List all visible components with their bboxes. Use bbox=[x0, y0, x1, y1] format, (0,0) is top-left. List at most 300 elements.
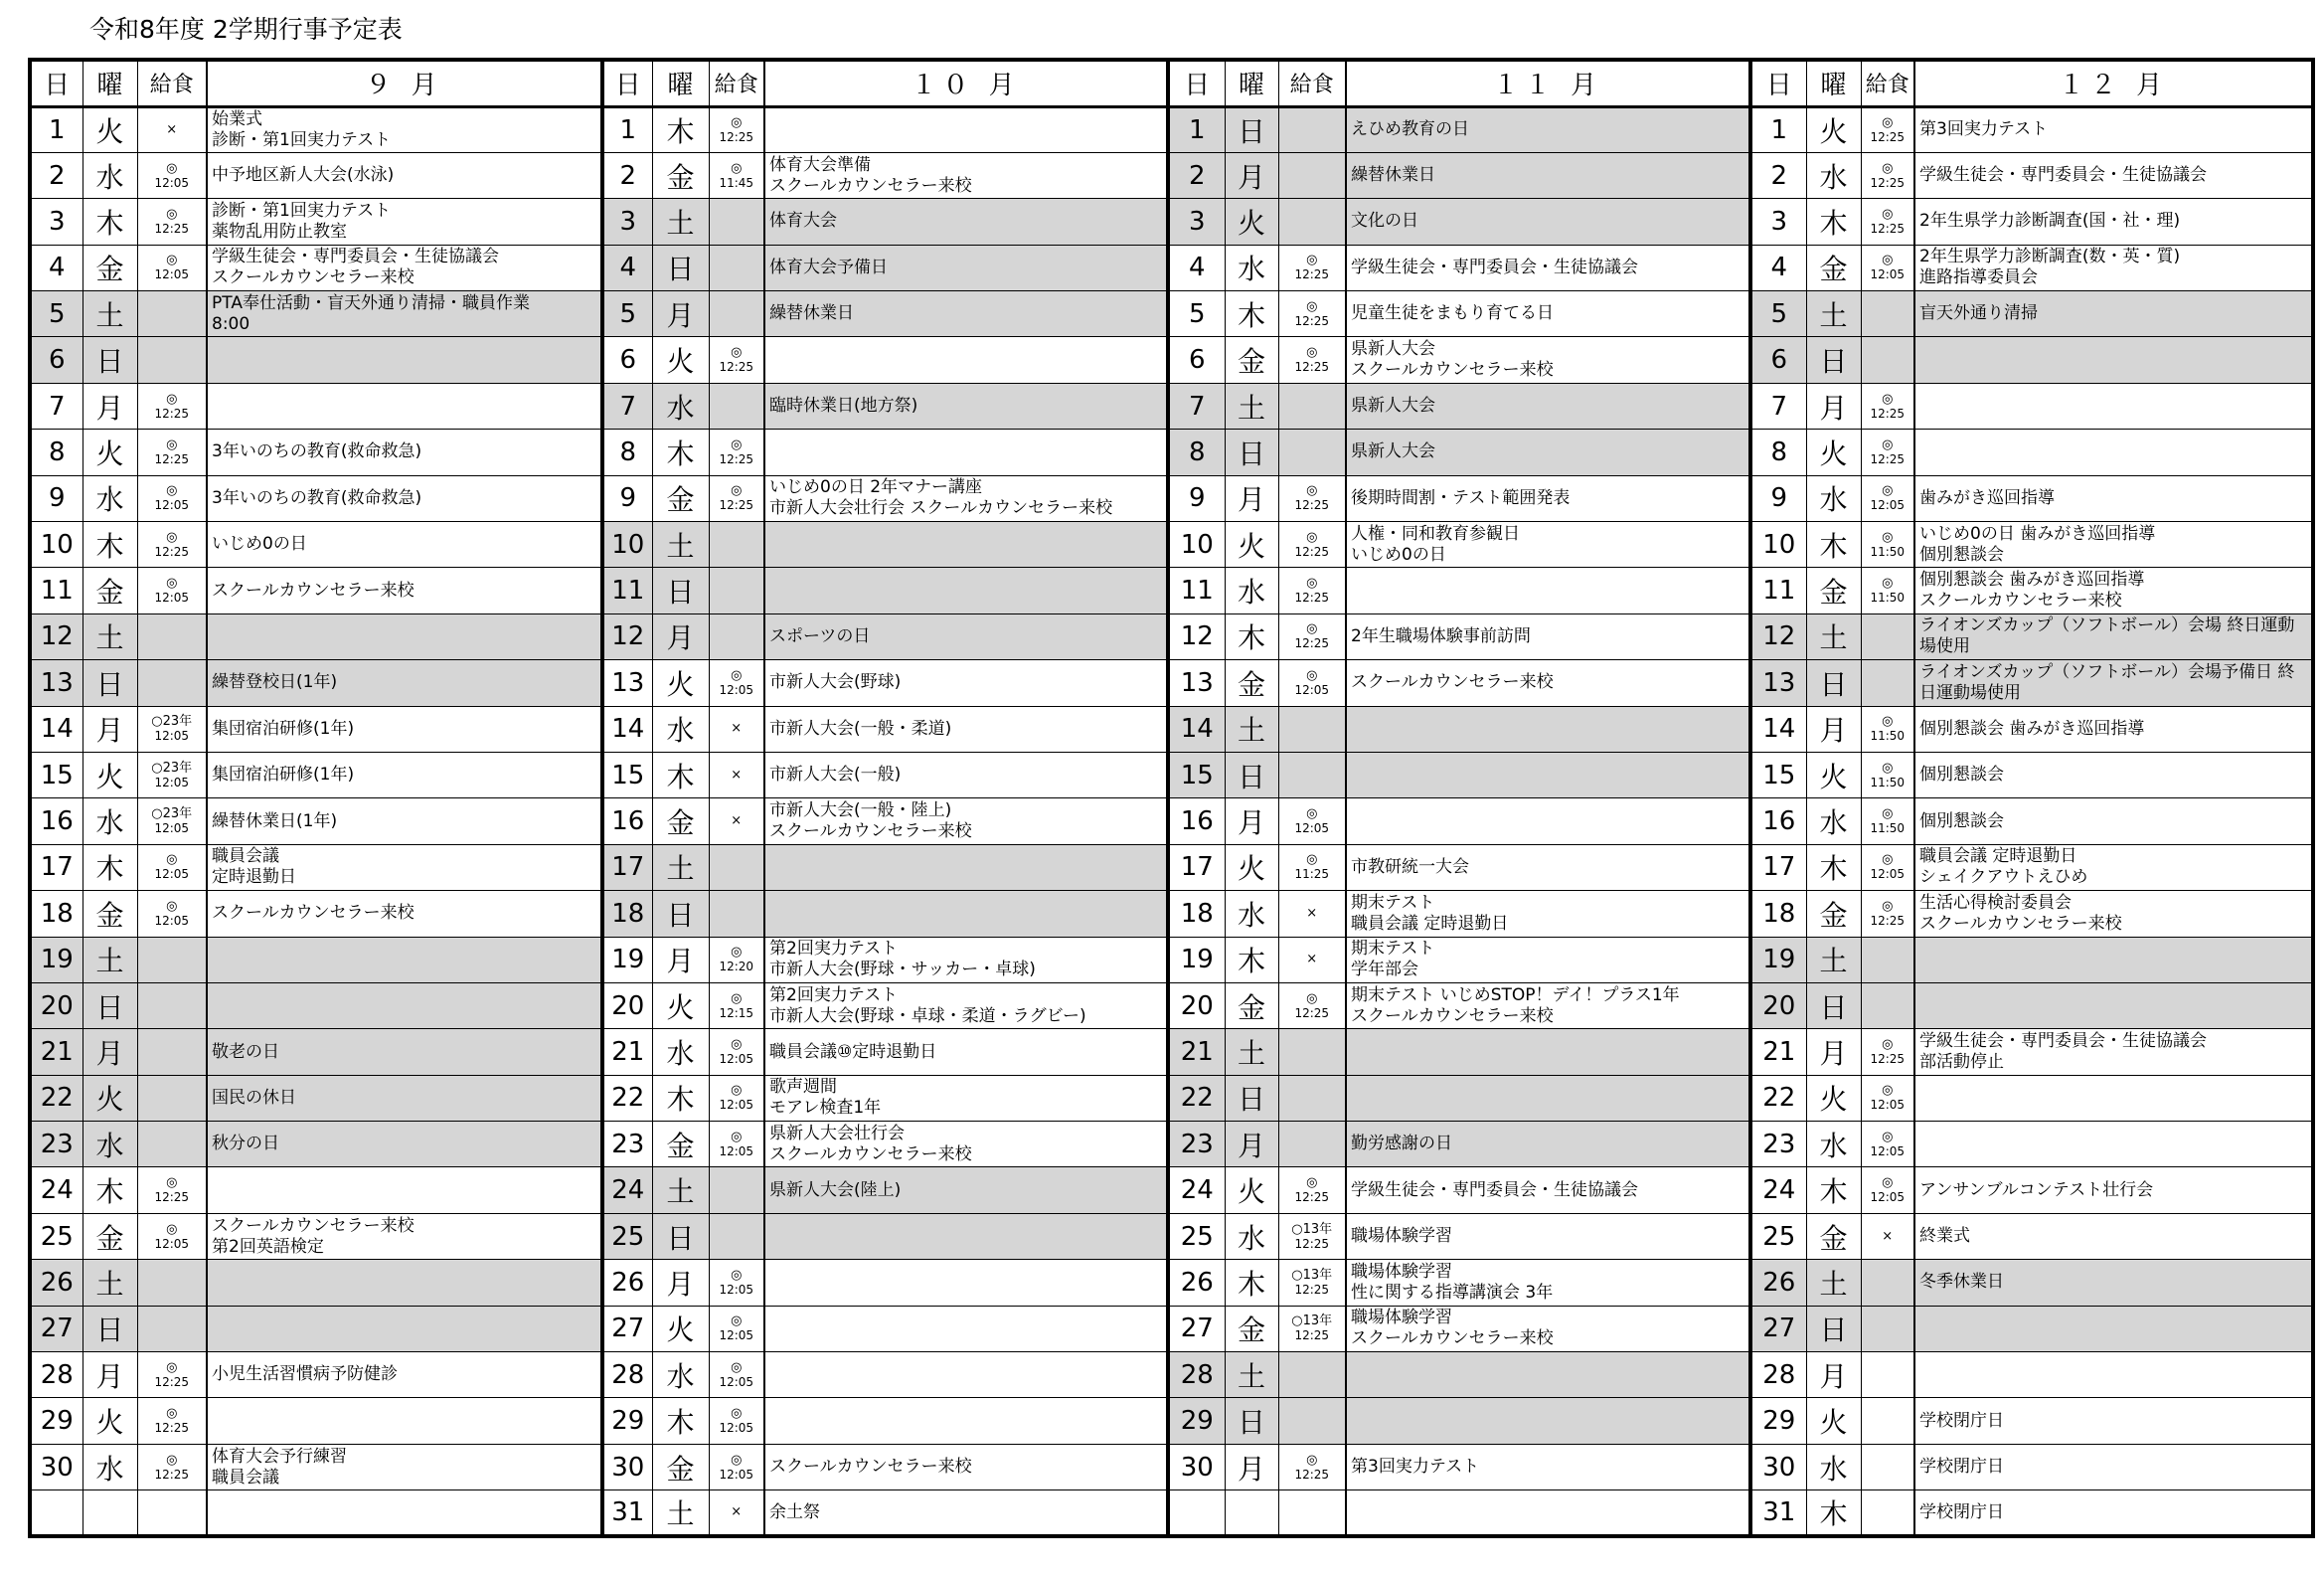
day-header: 日 bbox=[1168, 60, 1225, 106]
event-line: 市新人大会(一般) bbox=[769, 765, 902, 786]
weekday-cell: 金 bbox=[652, 152, 709, 198]
event-cell bbox=[1914, 982, 2313, 1028]
event-cell bbox=[764, 660, 1168, 706]
lunch-time: 12:25 bbox=[719, 451, 754, 466]
weekday-cell: 木 bbox=[83, 199, 137, 245]
lunch-cell bbox=[1861, 568, 1914, 613]
lunch-cell bbox=[1278, 982, 1346, 1028]
event-line: 繰替休業日(1年) bbox=[212, 810, 338, 831]
event-cell bbox=[1914, 752, 2313, 797]
lunch-mark: ◎ bbox=[1882, 483, 1894, 499]
event-line: 市新人大会(一般・柔道) bbox=[769, 718, 952, 739]
event-cell bbox=[764, 798, 1168, 844]
lunch-time: 12:05 bbox=[1870, 498, 1906, 513]
lunch-time: 12:25 bbox=[1870, 221, 1906, 236]
weekday-cell: 木 bbox=[1806, 522, 1861, 568]
lunch-mark: ◎ bbox=[1306, 990, 1318, 1006]
lunch-mark: × bbox=[166, 121, 178, 137]
event-cell bbox=[207, 291, 602, 337]
event-line: 個別懇談会 bbox=[1919, 810, 2004, 831]
weekday-cell: 土 bbox=[1806, 613, 1861, 659]
day-cell: 3 bbox=[1168, 199, 1225, 245]
lunch-mark: ◎ bbox=[1882, 114, 1894, 130]
lunch-mark: ◎ bbox=[731, 1406, 743, 1422]
event-cell bbox=[1914, 1075, 2313, 1121]
event-line: スクールカウンセラー来校 bbox=[212, 1215, 415, 1236]
event-line: 県新人大会 bbox=[1351, 339, 1435, 360]
lunch-cell bbox=[709, 937, 764, 982]
lunch-cell bbox=[137, 982, 207, 1028]
table-row bbox=[30, 1213, 2313, 1259]
lunch-header: 給食 bbox=[709, 60, 764, 106]
event-cell bbox=[207, 522, 602, 568]
lunch-cell bbox=[1278, 1029, 1346, 1075]
event-cell bbox=[1914, 1398, 2313, 1444]
event-cell bbox=[207, 891, 602, 937]
weekday-cell: 水 bbox=[1225, 891, 1278, 937]
lunch-mark: ◎ bbox=[166, 253, 178, 268]
event-line: スクールカウンセラー来校 bbox=[1351, 672, 1554, 693]
event-cell bbox=[1346, 337, 1750, 383]
lunch-time: 12:05 bbox=[719, 682, 754, 697]
day-cell: 10 bbox=[1750, 522, 1806, 568]
lunch-time: 12:05 bbox=[1870, 1190, 1906, 1205]
event-line: 職場体験学習 bbox=[1351, 1308, 1452, 1328]
lunch-mark: ◎ bbox=[166, 437, 178, 452]
day-cell: 11 bbox=[30, 568, 83, 613]
event-line: 3年いのちの教育(救命救急) bbox=[212, 441, 422, 462]
event-cell bbox=[764, 291, 1168, 337]
table-row bbox=[30, 291, 2313, 337]
table-row bbox=[30, 383, 2313, 429]
table-row bbox=[30, 752, 2313, 797]
lunch-cell bbox=[1861, 937, 1914, 982]
lunch-mark: ◎ bbox=[166, 898, 178, 914]
lunch-mark: ◎ bbox=[1882, 714, 1894, 730]
lunch-cell bbox=[1861, 106, 1914, 152]
lunch-time: 11:50 bbox=[1870, 821, 1906, 836]
lunch-cell bbox=[137, 891, 207, 937]
weekday-cell: 火 bbox=[1225, 844, 1278, 890]
day-cell: 20 bbox=[30, 982, 83, 1028]
weekday-cell: 金 bbox=[652, 475, 709, 521]
weekday-cell: 木 bbox=[83, 522, 137, 568]
calendar-body bbox=[30, 106, 2313, 1536]
event-line: 学級生徒会・専門委員会・生徒協議会 bbox=[1919, 165, 2207, 186]
event-line: 繰替休業日 bbox=[1351, 165, 1435, 186]
lunch-time: 12:05 bbox=[719, 1098, 754, 1113]
weekday-header: 曜 bbox=[652, 60, 709, 106]
lunch-mark: × bbox=[731, 813, 743, 829]
lunch-cell bbox=[137, 798, 207, 844]
event-cell bbox=[1346, 152, 1750, 198]
day-cell: 2 bbox=[30, 152, 83, 198]
lunch-mark: ◎ bbox=[1882, 1037, 1894, 1052]
event-line: 学校閉庁日 bbox=[1919, 1457, 2004, 1478]
weekday-cell: 月 bbox=[1806, 1029, 1861, 1075]
lunch-cell bbox=[1278, 844, 1346, 890]
table-row bbox=[30, 475, 2313, 521]
weekday-header: 曜 bbox=[1806, 60, 1861, 106]
day-cell: 12 bbox=[30, 613, 83, 659]
lunch-time: 12:05 bbox=[1870, 1098, 1906, 1113]
lunch-cell bbox=[1278, 106, 1346, 152]
lunch-time: 11:50 bbox=[1870, 729, 1906, 744]
day-cell: 27 bbox=[1750, 1306, 1806, 1351]
day-cell: 28 bbox=[1750, 1352, 1806, 1398]
event-line: 職場体験学習 bbox=[1351, 1226, 1452, 1247]
table-row bbox=[30, 1490, 2313, 1536]
lunch-time: 12:25 bbox=[1870, 451, 1906, 466]
weekday-cell: 火 bbox=[83, 430, 137, 475]
day-cell: 4 bbox=[602, 245, 652, 290]
day-cell: 6 bbox=[30, 337, 83, 383]
event-line: 体育大会予備日 bbox=[769, 257, 888, 277]
weekday-cell: 日 bbox=[652, 245, 709, 290]
weekday-cell: 金 bbox=[652, 798, 709, 844]
event-line: 職場体験学習 bbox=[1351, 1261, 1452, 1282]
weekday-cell: 日 bbox=[1806, 982, 1861, 1028]
lunch-cell bbox=[137, 1352, 207, 1398]
event-line: スクールカウンセラー来校 bbox=[1351, 360, 1554, 381]
lunch-time: 12:25 bbox=[1294, 267, 1330, 282]
lunch-mark: ◎ bbox=[1882, 437, 1894, 452]
event-line: 場使用 bbox=[1919, 636, 1970, 657]
event-cell bbox=[1914, 1122, 2313, 1167]
event-cell bbox=[207, 1213, 602, 1259]
weekday-cell: 木 bbox=[83, 844, 137, 890]
lunch-cell bbox=[1278, 291, 1346, 337]
event-cell bbox=[1914, 1167, 2313, 1213]
lunch-time: 12:25 bbox=[154, 1421, 190, 1436]
day-cell: 22 bbox=[602, 1075, 652, 1121]
day-cell: 13 bbox=[30, 660, 83, 706]
lunch-cell bbox=[1278, 1260, 1346, 1306]
weekday-cell: 木 bbox=[1225, 291, 1278, 337]
weekday-cell: 土 bbox=[83, 613, 137, 659]
day-cell: 6 bbox=[1168, 337, 1225, 383]
day-cell bbox=[30, 1490, 83, 1536]
lunch-time: 12:25 bbox=[719, 129, 754, 144]
lunch-mark: × bbox=[731, 721, 743, 737]
day-cell: 8 bbox=[30, 430, 83, 475]
event-cell bbox=[764, 1029, 1168, 1075]
lunch-mark: × bbox=[1882, 1228, 1894, 1244]
day-cell: 3 bbox=[1750, 199, 1806, 245]
weekday-cell: 金 bbox=[1225, 337, 1278, 383]
event-cell bbox=[1914, 613, 2313, 659]
weekday-cell: 月 bbox=[83, 383, 137, 429]
lunch-mark: ◎ bbox=[731, 437, 743, 452]
event-cell bbox=[764, 1075, 1168, 1121]
event-line: モアレ検査1年 bbox=[769, 1098, 882, 1119]
day-cell: 28 bbox=[1168, 1352, 1225, 1398]
event-line: 人権・同和教育参観日 bbox=[1351, 523, 1520, 544]
event-cell bbox=[1346, 706, 1750, 752]
table-row bbox=[30, 106, 2313, 152]
lunch-mark: ◎ bbox=[1882, 852, 1894, 868]
event-line: 期末テスト bbox=[1351, 892, 1435, 913]
event-line: 市新人大会壮行会 スクールカウンセラー来校 bbox=[769, 498, 1113, 519]
event-cell bbox=[764, 844, 1168, 890]
table-row bbox=[30, 1075, 2313, 1121]
event-line: 学級生徒会・専門委員会・生徒協議会 bbox=[212, 247, 499, 267]
lunch-cell bbox=[137, 245, 207, 290]
day-cell: 8 bbox=[602, 430, 652, 475]
lunch-time: 12:05 bbox=[1870, 867, 1906, 882]
weekday-cell: 木 bbox=[1806, 1167, 1861, 1213]
event-cell bbox=[1346, 1075, 1750, 1121]
event-cell bbox=[1914, 1490, 2313, 1536]
event-line: 個別懇談会 bbox=[1919, 765, 2004, 786]
day-cell: 22 bbox=[30, 1075, 83, 1121]
lunch-header: 給食 bbox=[1278, 60, 1346, 106]
table-row bbox=[30, 1398, 2313, 1444]
event-cell bbox=[207, 844, 602, 890]
lunch-mark: ◎ bbox=[1306, 576, 1318, 592]
lunch-cell bbox=[137, 475, 207, 521]
weekday-cell: 金 bbox=[83, 245, 137, 290]
lunch-cell bbox=[137, 199, 207, 245]
weekday-cell: 金 bbox=[83, 891, 137, 937]
lunch-mark: ◎ bbox=[731, 1267, 743, 1283]
lunch-mark: ◎ bbox=[1306, 852, 1318, 868]
lunch-mark: ◎ bbox=[731, 345, 743, 361]
weekday-cell: 日 bbox=[83, 1306, 137, 1351]
day-cell: 15 bbox=[602, 752, 652, 797]
day-cell: 7 bbox=[1168, 383, 1225, 429]
lunch-cell bbox=[137, 383, 207, 429]
event-cell bbox=[764, 522, 1168, 568]
event-cell bbox=[764, 383, 1168, 429]
lunch-time: 12:25 bbox=[1294, 636, 1330, 651]
event-cell bbox=[1914, 1352, 2313, 1398]
lunch-cell bbox=[1861, 1306, 1914, 1351]
table-row bbox=[30, 430, 2313, 475]
weekday-cell: 日 bbox=[652, 1213, 709, 1259]
weekday-cell: 木 bbox=[1806, 1490, 1861, 1536]
lunch-cell bbox=[137, 1167, 207, 1213]
weekday-cell: 水 bbox=[652, 1352, 709, 1398]
event-line: 歯みがき巡回指導 bbox=[1919, 487, 2055, 508]
lunch-mark: ◎ bbox=[166, 1359, 178, 1375]
event-line: 県新人大会 bbox=[1351, 396, 1435, 417]
lunch-mark: ◎ bbox=[1306, 1452, 1318, 1468]
event-cell bbox=[764, 106, 1168, 152]
lunch-time: 12:25 bbox=[154, 1467, 190, 1482]
weekday-cell: 土 bbox=[83, 1260, 137, 1306]
event-line: 児童生徒をまもり育てる日 bbox=[1351, 303, 1554, 324]
lunch-time: 12:05 bbox=[719, 1282, 754, 1297]
weekday-cell: 土 bbox=[652, 844, 709, 890]
lunch-cell bbox=[709, 891, 764, 937]
event-line: 診断・第1回実力テスト bbox=[212, 200, 392, 221]
day-cell: 7 bbox=[30, 383, 83, 429]
event-line: 診断・第1回実力テスト bbox=[212, 129, 392, 150]
event-line: いじめ0の日 bbox=[1351, 544, 1446, 565]
lunch-mark: ◎ bbox=[166, 529, 178, 545]
month-header: １１ 月 bbox=[1346, 60, 1750, 106]
lunch-cell bbox=[709, 475, 764, 521]
day-cell: 31 bbox=[602, 1490, 652, 1536]
month-header: １０ 月 bbox=[764, 60, 1168, 106]
event-line: 第2回英語検定 bbox=[212, 1236, 324, 1257]
weekday-cell: 木 bbox=[652, 430, 709, 475]
table-row bbox=[30, 1029, 2313, 1075]
weekday-cell: 月 bbox=[1225, 1444, 1278, 1489]
weekday-cell: 木 bbox=[652, 1398, 709, 1444]
event-line: 集団宿泊研修(1年) bbox=[212, 718, 355, 739]
table-row bbox=[30, 337, 2313, 383]
event-cell bbox=[207, 982, 602, 1028]
lunch-cell bbox=[709, 430, 764, 475]
lunch-cell bbox=[1861, 613, 1914, 659]
event-line: 冬季休業日 bbox=[1919, 1272, 2004, 1293]
lunch-cell bbox=[137, 660, 207, 706]
weekday-cell: 金 bbox=[83, 1213, 137, 1259]
weekday-cell: 土 bbox=[1806, 291, 1861, 337]
day-cell: 16 bbox=[602, 798, 652, 844]
day-cell: 21 bbox=[1168, 1029, 1225, 1075]
table-row bbox=[30, 660, 2313, 706]
weekday-cell: 水 bbox=[652, 383, 709, 429]
day-cell: 29 bbox=[602, 1398, 652, 1444]
weekday-cell: 金 bbox=[652, 1444, 709, 1489]
lunch-time: 12:25 bbox=[1870, 1052, 1906, 1066]
lunch-cell bbox=[709, 383, 764, 429]
event-line: スクールカウンセラー来校 bbox=[1351, 1005, 1554, 1026]
lunch-time: 12:25 bbox=[1294, 1328, 1330, 1343]
day-cell: 20 bbox=[602, 982, 652, 1028]
event-cell bbox=[1346, 891, 1750, 937]
day-cell: 14 bbox=[602, 706, 652, 752]
day-cell: 31 bbox=[1750, 1490, 1806, 1536]
weekday-cell: 金 bbox=[1225, 982, 1278, 1028]
lunch-cell bbox=[1278, 199, 1346, 245]
lunch-cell bbox=[709, 152, 764, 198]
event-line: 第2回実力テスト bbox=[769, 984, 899, 1005]
event-line: 文化の日 bbox=[1351, 211, 1418, 232]
event-line: いじめ0の日 bbox=[212, 534, 307, 555]
lunch-time: 12:05 bbox=[154, 821, 190, 836]
lunch-mark: ◎ bbox=[731, 160, 743, 176]
weekday-cell: 金 bbox=[1806, 891, 1861, 937]
weekday-cell: 水 bbox=[1225, 568, 1278, 613]
lunch-cell bbox=[1861, 383, 1914, 429]
event-cell bbox=[1346, 430, 1750, 475]
lunch-time: 12:05 bbox=[1294, 682, 1330, 697]
lunch-cell bbox=[1861, 982, 1914, 1028]
weekday-cell: 火 bbox=[652, 337, 709, 383]
weekday-cell: 火 bbox=[652, 660, 709, 706]
lunch-cell bbox=[1278, 1167, 1346, 1213]
lunch-cell bbox=[1861, 706, 1914, 752]
event-cell bbox=[764, 706, 1168, 752]
day-cell: 26 bbox=[1168, 1260, 1225, 1306]
event-line: 体育大会準備 bbox=[769, 154, 871, 175]
lunch-mark: ◎ bbox=[1882, 1175, 1894, 1191]
day-cell: 23 bbox=[1168, 1122, 1225, 1167]
lunch-cell bbox=[1278, 1213, 1346, 1259]
lunch-time: 12:25 bbox=[154, 1374, 190, 1389]
day-cell: 14 bbox=[1750, 706, 1806, 752]
event-line: 期末テスト いじめSTOP！デイ！プラス1年 bbox=[1351, 984, 1680, 1005]
lunch-cell bbox=[1278, 891, 1346, 937]
lunch-cell bbox=[709, 844, 764, 890]
lunch-mark: ◎ bbox=[166, 576, 178, 592]
lunch-time: 12:05 bbox=[1294, 821, 1330, 836]
event-cell bbox=[207, 568, 602, 613]
weekday-cell: 月 bbox=[652, 613, 709, 659]
event-cell bbox=[1346, 1167, 1750, 1213]
event-line: 学級生徒会・専門委員会・生徒協議会 bbox=[1351, 257, 1638, 277]
weekday-cell: 水 bbox=[1225, 1213, 1278, 1259]
lunch-cell bbox=[1278, 245, 1346, 290]
lunch-mark: ◎ bbox=[1882, 160, 1894, 176]
day-cell bbox=[1168, 1490, 1225, 1536]
day-cell: 23 bbox=[1750, 1122, 1806, 1167]
lunch-time: 12:05 bbox=[154, 775, 190, 789]
event-line: スクールカウンセラー来校 bbox=[769, 821, 972, 842]
day-cell: 29 bbox=[1750, 1398, 1806, 1444]
lunch-mark: ◎ bbox=[1306, 621, 1318, 637]
lunch-time: 12:25 bbox=[154, 406, 190, 421]
weekday-cell: 金 bbox=[1806, 245, 1861, 290]
event-cell bbox=[207, 1029, 602, 1075]
event-cell bbox=[764, 152, 1168, 198]
event-cell bbox=[1914, 1444, 2313, 1489]
day-cell: 11 bbox=[1168, 568, 1225, 613]
day-cell: 24 bbox=[1168, 1167, 1225, 1213]
lunch-mark: ○23年 bbox=[151, 806, 193, 822]
event-cell bbox=[207, 106, 602, 152]
weekday-cell: 土 bbox=[1225, 383, 1278, 429]
weekday-cell: 火 bbox=[1225, 199, 1278, 245]
event-cell bbox=[207, 152, 602, 198]
lunch-cell bbox=[1861, 430, 1914, 475]
weekday-cell: 月 bbox=[1806, 383, 1861, 429]
lunch-time: 12:25 bbox=[1294, 544, 1330, 559]
lunch-mark: × bbox=[731, 767, 743, 783]
day-cell: 19 bbox=[30, 937, 83, 982]
event-cell bbox=[1346, 199, 1750, 245]
weekday-cell: 日 bbox=[652, 891, 709, 937]
event-cell bbox=[1346, 383, 1750, 429]
event-cell bbox=[1914, 152, 2313, 198]
day-cell: 25 bbox=[1168, 1213, 1225, 1259]
weekday-cell: 月 bbox=[1225, 475, 1278, 521]
weekday-cell: 日 bbox=[1225, 752, 1278, 797]
event-cell bbox=[1346, 245, 1750, 290]
day-cell: 6 bbox=[602, 337, 652, 383]
day-cell: 30 bbox=[30, 1444, 83, 1489]
lunch-mark: ◎ bbox=[1882, 760, 1894, 776]
lunch-time: 12:05 bbox=[154, 267, 190, 282]
event-cell bbox=[764, 752, 1168, 797]
lunch-cell bbox=[137, 106, 207, 152]
event-line: 盲天外通り清掃 bbox=[1919, 303, 2038, 324]
event-line: 個別懇談会 歯みがき巡回指導 bbox=[1919, 718, 2145, 739]
event-line: いじめ0の日 2年マナー講座 bbox=[769, 477, 983, 498]
lunch-time: 12:25 bbox=[154, 221, 190, 236]
weekday-cell bbox=[1225, 1490, 1278, 1536]
day-cell: 22 bbox=[1750, 1075, 1806, 1121]
event-cell bbox=[764, 891, 1168, 937]
event-cell bbox=[1346, 1352, 1750, 1398]
lunch-time: 11:50 bbox=[1870, 544, 1906, 559]
event-cell bbox=[1346, 291, 1750, 337]
lunch-cell bbox=[1861, 1213, 1914, 1259]
